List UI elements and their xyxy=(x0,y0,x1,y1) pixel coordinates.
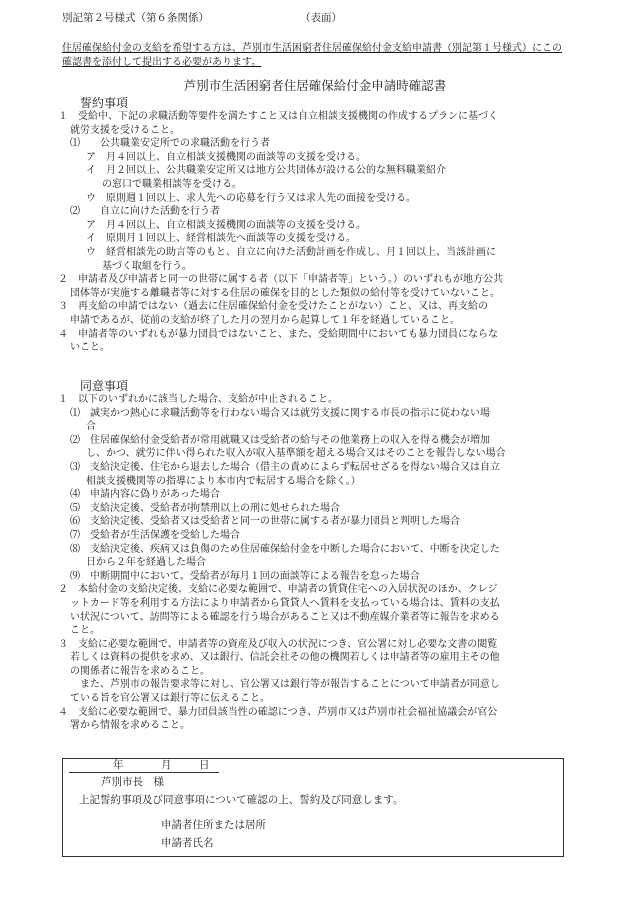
document-title: 芦別市生活困窮者住居確保給付金申請時確認書 xyxy=(183,78,447,93)
signature-box xyxy=(62,758,564,857)
consent-line: ⑺ 受給者が生活保護を受給した場合 xyxy=(70,529,240,541)
consent-line: し、かつ、就労に伴い得られた収入が収入基準額を超える場合又はそのことを報告しない場合 xyxy=(86,448,506,460)
consent-line: ットカード等を利用する方法により申請者から貸貸人へ賃料を支払っている場合は、賃料の支払 xyxy=(70,597,500,609)
applicant-address-label: 申請者住所または居所 xyxy=(161,819,266,831)
pledge-line: ウ 原則週１回以上、求人先への応募を行う又は求人先の面接を受ける。 xyxy=(86,192,416,204)
pledge-line: ア 月４回以上、自立相談支援機関の面談等の支援を受ける。 xyxy=(86,151,366,163)
front-side-label: （表面） xyxy=(300,12,342,24)
consent-line: ⑷ 申請内容に偽りがあった場合 xyxy=(70,489,220,501)
pledge-line: ⑴ 公共職業安定所での求職活動を行う者 xyxy=(70,138,270,150)
consent-line: い状況について、訪問等による確認を行う場合があること又は不動産媒介業者等に報告を求める xyxy=(70,611,500,623)
consent-line: ⑼ 中断期間中において、受給者が毎月１回の面談等による報告を怠った場合 xyxy=(70,570,420,582)
consent-line: ⑸ 支給決定後、受給者が拘禁刑以上の刑に処せられた場合 xyxy=(70,502,340,514)
date-underline xyxy=(69,772,219,773)
consent-line: の関係者に報告を求めること。 xyxy=(70,665,210,677)
form-label: 別記第２号様式（第６条関係） xyxy=(62,12,209,24)
pledge-line: ア 月４回以上、自立相談支援機関の面談等の支援を受ける。 xyxy=(86,219,366,231)
pledge-line: 基づく取組を行う。 xyxy=(102,260,192,272)
pledge-line: イ 月２回以上、公共職業安定所又は地方公共団体が設ける公的な無料職業紹介 xyxy=(86,165,446,177)
date-year-label: 年 xyxy=(113,759,124,771)
consent-line: ２ 本給付金の支給決定後、支給に必要な範囲で、申請者の賃貸住宅への入居状況のほか、クレジ xyxy=(58,584,498,596)
consent-line: ３ 支給に必要な範囲で、申請者等の資産及び収入の状況につき、官公署に対し必要な文書の閲覧 xyxy=(58,638,498,650)
consent-line: ている旨を官公署又は銀行等に伝えること。 xyxy=(70,693,270,705)
pledge-line: 就労支援を受けること。 xyxy=(70,124,180,136)
pledge-line: いこと。 xyxy=(70,342,110,354)
consent-line: こと。 xyxy=(70,625,100,637)
pledge-section xyxy=(56,110,566,355)
pledge-line: の窓口で職業相談等を受ける。 xyxy=(102,178,242,190)
consent-line: ⑹ 支給決定後、受給者又は受給者と同一の世帯に属する者が暴力団員と判明した場合 xyxy=(70,516,460,528)
pledge-line: 申請であるが、従前の支給が終了した月の翌月から起算して１年を経過していること。 xyxy=(70,314,460,326)
pledge-line: ⑵ 自立に向けた活動を行う者 xyxy=(70,206,220,218)
consent-line: ４ 支給に必要な範囲で、暴力団員該当性の確認につき、芦別市又は芦別市社会福祉協議会が官公 xyxy=(58,706,498,718)
consent-line: 相談支援機関等の指導により本市内で転居する場合を除く。） xyxy=(86,475,361,487)
submission-notice: 住居確保給付金の支給を希望する方は、芦別市生活困窮者住居確保給付金支給申請書（別記第１号様式）にこの確認書を添付して提出する必要があります。 xyxy=(62,43,562,68)
consent-line: 署から情報を求めること。 xyxy=(70,720,190,732)
pledge-line: ウ 経営相談先の助言等のもと、自立に向けた活動計画を作成し、月１回以上、当該計画に xyxy=(86,246,496,258)
pledge-heading: 誓約事項 xyxy=(80,96,129,110)
consent-line: ⑴ 誠実かつ熱心に求職活動等を行わない場合又は就労支援に関する市長の指示に従わない場 xyxy=(70,407,490,419)
pledge-line: 団体等が実施する離職者等に対する住居の確保を目的とした類似の給付等を受けていないこと。 xyxy=(70,287,500,299)
applicant-name-label: 申請者氏名 xyxy=(161,837,214,849)
pledge-line: イ 原則月１回以上、経営相談先へ面談等の支援を受ける。 xyxy=(86,233,356,245)
consent-line: 日から２年を経過した場合 xyxy=(86,557,206,569)
pledge-line: ４ 申請者等のいずれもが暴力団員ではないこと、また、受給期間中においても暴力団員にならな xyxy=(58,328,498,340)
consent-heading: 同意事項 xyxy=(80,379,129,393)
pledge-line: １ 受給中、下記の求職活動等要件を満たすこと又は自立相談支援機関の作成するプランに基づく xyxy=(58,111,498,122)
addressee: 芦別市長 様 xyxy=(101,776,164,788)
consent-line: また、芦別市の報告要求等に対し、官公署又は銀行等が報告することについて申請者が同意し xyxy=(70,679,500,691)
consent-line: ⑶ 支給決定後、住宅から退去した場合（借主の責めによらず転居せざるを得ない場合又は自立 xyxy=(70,461,500,473)
pledge-line: ２ 申請者及び申請者と同一の世帯に属する者（以下「申請者等」という。）のいずれもが地方公共 xyxy=(58,274,503,286)
consent-line: １ 以下のいずれかに該当した場合、支給が中止されること。 xyxy=(58,394,338,405)
consent-line: ⑵ 住居確保給付金受給者が常用就職又は受給者の給与その他業務上の収入を得る機会が増加 xyxy=(70,434,490,446)
consent-line: 若しくは資料の提供を求め、又は銀行、信託会社その他の機関若しくは申請者等の雇用主その他 xyxy=(70,652,500,664)
date-month-label: 月 xyxy=(161,759,172,771)
pledge-line: ３ 再支給の申請ではない（過去に住居確保給付金を受けたことがない）こと、又は、再支給の xyxy=(58,301,488,313)
consent-line: 合 xyxy=(86,421,96,433)
consent-line: ⑻ 支給決定後、疾病又は負傷のため住居確保給付金を中断した場合において、中断を決定した xyxy=(70,543,500,555)
consent-statement: 上記誓約事項及び同意事項について確認の上、誓約及び同意します。 xyxy=(79,794,404,806)
consent-section xyxy=(56,393,566,733)
date-day-label: 日 xyxy=(199,759,210,771)
